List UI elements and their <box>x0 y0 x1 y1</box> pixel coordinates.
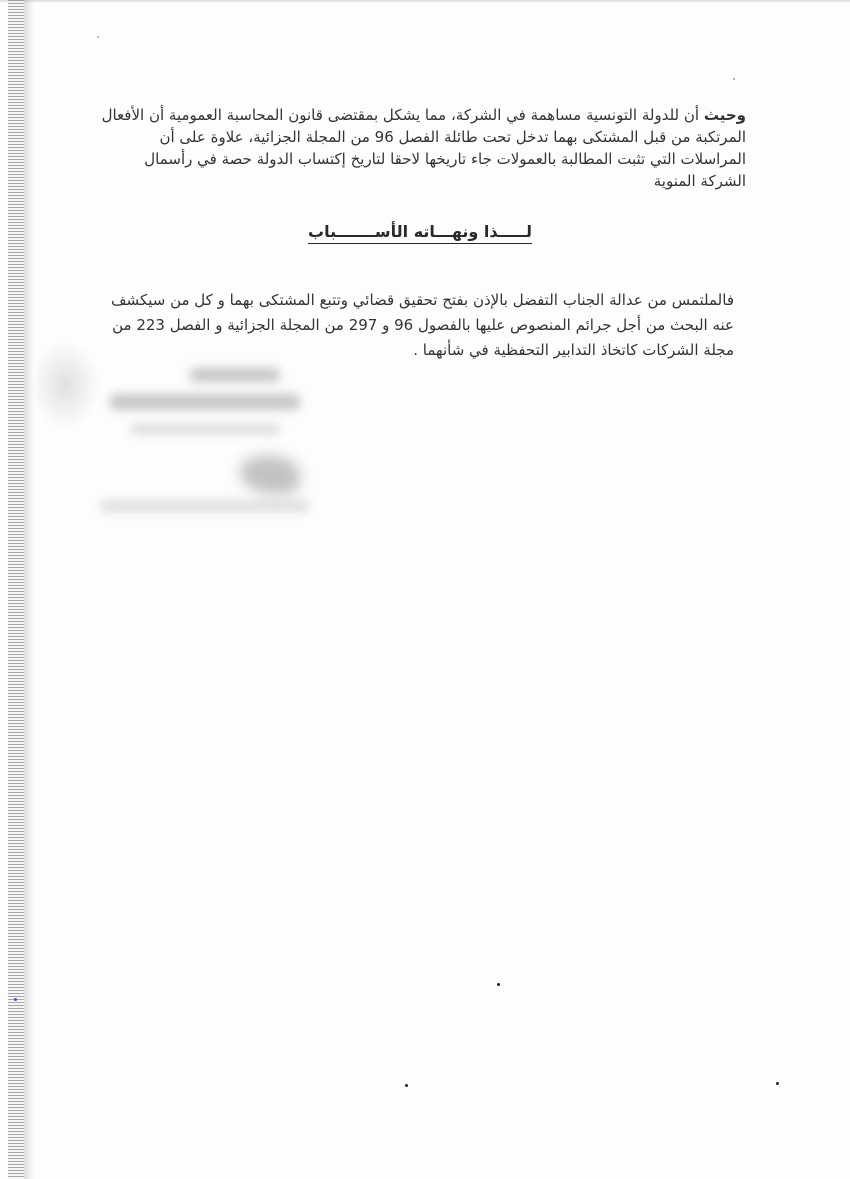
paragraph-request: فالملتمس من عدالة الجناب التفضل بالإذن بفتح تحقيق قضائي وتتبع المشتكى بهما و كل من سيكشف عنه البحث من أجل جرائم المنصوص عليها بالفصول 96 و 297 من المجلة الجزائية و الفصل 223 من مجلة الشركات كاتخاذ التدابير التحفظية في شأنهما . <box>111 291 734 359</box>
scan-top-edge <box>0 0 850 3</box>
scan-speck <box>14 998 17 1001</box>
scan-speck <box>497 983 500 986</box>
paragraph-whereas-text: أن للدولة التونسية مساهمة في الشركة، مما يشكل بمقتضى قانون المحاسبة العمومية أن الأفعال المرتكبة من قبل المشتكى بهما تدخل تحت طائلة الفصل 96 من المجلة الجزائية، علاوة على أن المراسلات التي تثبت المطالبة بالعمولات جاء تاريخها لاحقا لتاريخ إكتساب الدولة حصة في رأسمال الشركة المنوية <box>101 106 746 190</box>
paragraph-whereas <box>96 104 746 192</box>
redacted-stamp-line <box>100 500 310 512</box>
handwritten-signature <box>240 456 300 494</box>
scan-speck <box>733 78 735 80</box>
scan-speck <box>405 1084 408 1087</box>
redacted-detail-line <box>130 424 280 434</box>
section-heading: لـــــذا ونهـــاته الأســـــــباب <box>308 222 532 241</box>
scanner-edge-shadow <box>24 0 34 1179</box>
redacted-name-line <box>190 368 280 382</box>
scan-speck <box>97 36 99 38</box>
scanner-edge-strip <box>8 0 24 1179</box>
scan-speck <box>776 1082 779 1085</box>
redacted-signature-block <box>70 360 350 530</box>
redacted-title-line <box>110 394 300 410</box>
paragraph-lead-word: وحيث <box>703 106 746 124</box>
